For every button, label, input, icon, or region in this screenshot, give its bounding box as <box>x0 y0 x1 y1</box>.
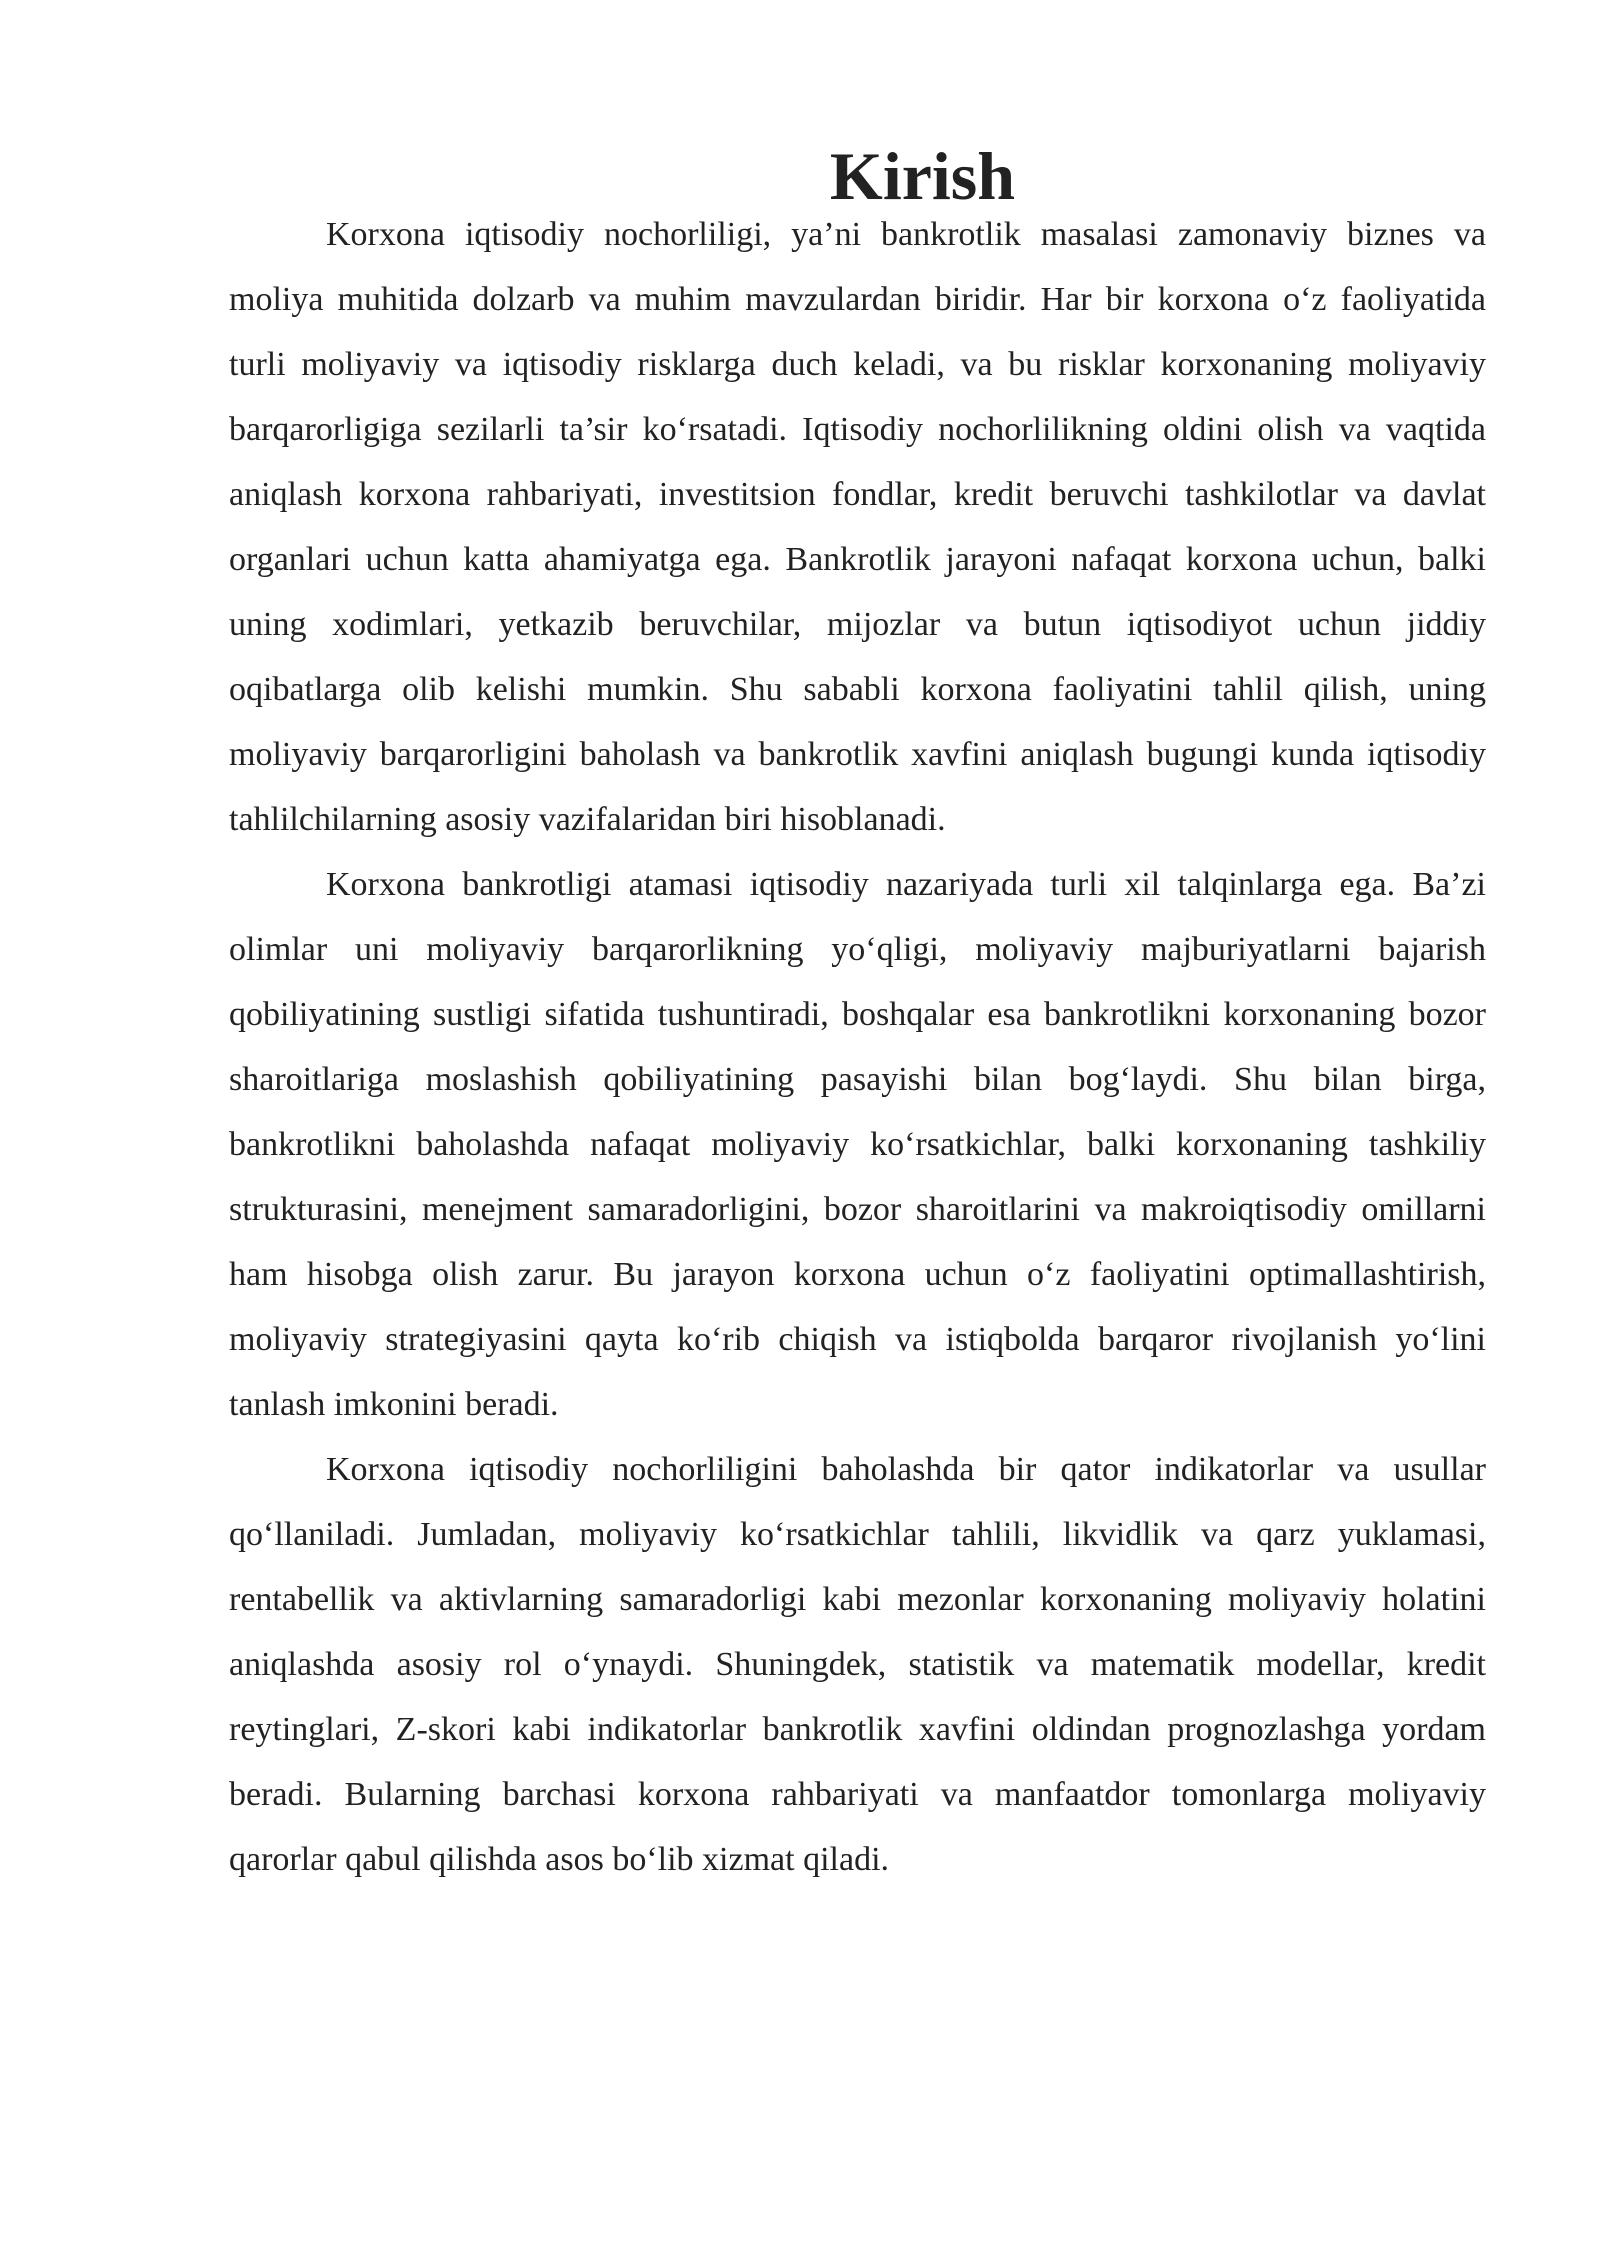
paragraph-3: Korxona iqtisodiy nochorliligini baholashda bir qator indikatorlar va usullar qo‘llaniladi. Jumladan, moliyaviy ko‘rsatkichlar tahlili, likvidlik va qarz yuklamasi, rentabellik va aktivlarning samaradorligi kabi mezonlar korxonaning moliyaviy holatini aniqlashda asosiy rol o‘ynaydi. Shuningdek, statistik va matematik modellar, kredit reytinglari, Z-skori kabi indikatorlar bankrotlik xavfini oldindan prognozlashga yordam beradi. Bularning barchasi korxona rahbariyati va manfaatdor tomonlarga moliyaviy qarorlar qabul qilishda asos bo‘lib xizmat qiladi. <box>229 1451 1486 1878</box>
document-body <box>229 138 1486 1892</box>
paragraph-1: Korxona iqtisodiy nochorliligi, ya’ni bankrotlik masalasi zamonaviy biznes va moliya muhitida dolzarb va muhim mavzulardan biridir. Har bir korxona o‘z faoliyatida turli moliyaviy va iqtisodiy risklarga duch keladi, va bu risklar korxonaning moliyaviy barqarorligiga sezilarli ta’sir ko‘rsatadi. Iqtisodiy nochorlilikning oldini olish va vaqtida aniqlash korxona rahbariyati, investitsion fondlar, kredit beruvchi tashkilotlar va davlat organlari uchun katta ahamiyatga ega. Bankrotlik jarayoni nafaqat korxona uchun, balki uning xodimlari, yetkazib beruvchilar, mijozlar va butun iqtisodiyot uchun jiddiy oqibatlarga olib kelishi mumkin. Shu sababli korxona faoliyatini tahlil qilish, uning moliyaviy barqarorligini baholash va bankrotlik xavfini aniqlash bugungi kunda iqtisodiy tahlilchilarning asosiy vazifalaridan biri hisoblanadi. <box>229 216 1486 838</box>
paragraph-2: Korxona bankrotligi atamasi iqtisodiy nazariyada turli xil talqinlarga ega. Ba’zi olimlar uni moliyaviy barqarorlikning yo‘qligi, moliyaviy majburiyatlarni bajarish qobiliyatining sustligi sifatida tushuntiradi, boshqalar esa bankrotlikni korxonaning bozor sharoitlariga moslashish qobiliyatining pasayishi bilan bog‘laydi. Shu bilan birga, bankrotlikni baholashda nafaqat moliyaviy ko‘rsatkichlar, balki korxonaning tashkiliy strukturasini, menejment samaradorligini, bozor sharoitlarini va makroiqtisodiy omillarni ham hisobga olish zarur. Bu jarayon korxona uchun o‘z faoliyatini optimallashtirish, moliyaviy strategiyasini qayta ko‘rib chiqish va istiqbolda barqaror rivojlanish yo‘lini tanlash imkonini beradi. <box>229 866 1486 1423</box>
page-title: Kirish <box>829 138 1016 214</box>
